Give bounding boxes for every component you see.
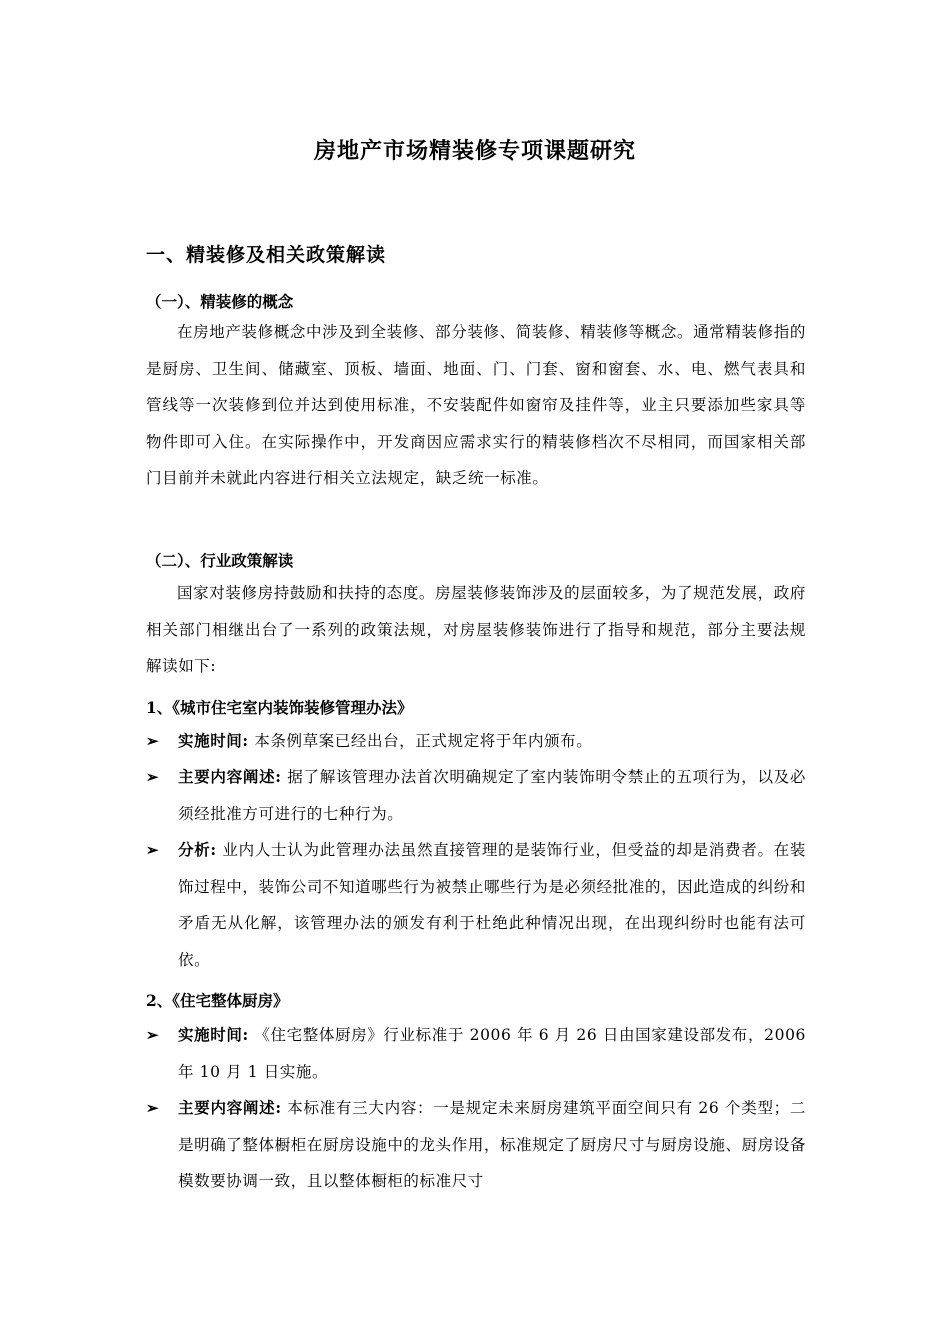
bullet-label: 实施时间: — [178, 1025, 249, 1044]
bullet-label: 主要内容阐述: — [178, 767, 282, 786]
bullet-body: 业内人士认为此管理办法虽然直接管理的是装饰行业，但受益的却是消费者。在装饰过程中，装饰公司不知道哪些行为被禁止哪些行为是必须经批准的，因此造成的纠纷和矛盾无从化解，该管理办法的颁发有利于杜绝此种情况出现，在出现纠纷时也能有法可依。 — [178, 841, 806, 969]
bullet-text — [178, 832, 806, 978]
arrow-bullet-icon: ➢ — [146, 768, 159, 786]
arrow-bullet-icon: ➢ — [146, 1026, 159, 1044]
bullet-text — [178, 759, 806, 832]
bullet-text — [178, 1017, 806, 1090]
bullet-text — [178, 1090, 806, 1200]
regulation-heading-2: 2、《住宅整体厨房》 — [146, 991, 289, 1010]
bullet-item — [146, 1017, 806, 1090]
bullet-body: 本标准有三大内容：一是规定未来厨房建筑平面空间只有 26 个类型；二是明确了整体橱柜在厨房设施中的龙头作用，标准规定了厨房尺寸与厨房设施、厨房设备模数要协调一致，且以整体橱柜的标准尺寸 — [178, 1099, 806, 1190]
bullet-label: 实施时间: — [178, 731, 249, 750]
arrow-bullet-icon: ➢ — [146, 841, 159, 859]
arrow-bullet-icon: ➢ — [146, 732, 159, 750]
bullet-body: 本条例草案已经出台，正式规定将于年内颁布。 — [254, 732, 593, 750]
bullet-text — [178, 723, 806, 760]
bullet-item — [146, 723, 806, 760]
bullet-label: 主要内容阐述: — [178, 1098, 282, 1117]
bullet-body: 《住宅整体厨房》行业标准于 2006 年 6 月 26 日由国家建设部发布，2006 年 10 月 1 日实施。 — [178, 1026, 806, 1081]
bullet-item — [146, 759, 806, 832]
document-title: 房地产市场精装修专项课题研究 — [313, 138, 636, 164]
bullet-item — [146, 832, 806, 978]
bullet-label: 分析: — [178, 840, 217, 859]
subsection-heading-policy: （二）、行业政策解读 — [146, 551, 294, 570]
section-heading: 一、精装修及相关政策解读 — [146, 244, 387, 266]
bullet-item — [146, 1090, 806, 1200]
arrow-bullet-icon: ➢ — [146, 1099, 159, 1117]
regulation-heading-1: 1、《城市住宅室内装饰装修管理办法》 — [146, 698, 413, 717]
policy-paragraph: 国家对装修房持鼓励和扶持的态度。房屋装修装饰涉及的层面较多，为了规范发展，政府相关部门相继出台了一系列的政策法规，对房屋装修装饰进行了指导和规范，部分主要法规解读如下: — [146, 584, 806, 675]
concept-paragraph: 在房地产装修概念中涉及到全装修、部分装修、简装修、精装修等概念。通常精装修指的是厨房、卫生间、储藏室、顶板、墙面、地面、门、门套、窗和窗套、水、电、燃气表具和管线等一次装修到位并达到使用标准，不安装配件如窗帘及挂件等，业主只要添加些家具等物件即可入住。在实际操作中，开发商因应需求实行的精装修档次不尽相同，而国家相关部门目前并未就此内容进行相关立法规定，缺乏统一标准。 — [146, 323, 806, 487]
bullet-body: 据了解该管理办法首次明确规定了室内装饰明令禁止的五项行为，以及必须经批准方可进行的七种行为。 — [178, 768, 806, 823]
subsection-heading-concept: （一）、精装修的概念 — [146, 292, 294, 311]
